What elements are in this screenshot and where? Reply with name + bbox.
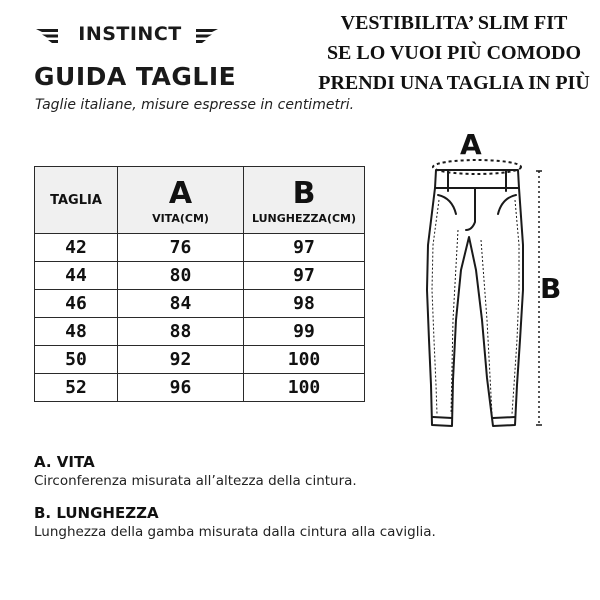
table-row — [35, 318, 365, 346]
cell-size: 46 — [35, 290, 118, 318]
table-row — [35, 374, 365, 402]
definition-length-title: B. LUNGHEZZA — [34, 504, 159, 522]
cell-length: 99 — [244, 318, 365, 346]
fit-note-line: SE LO VUOI PIÙ COMODO — [326, 42, 582, 64]
cell-length: 97 — [244, 262, 365, 290]
header-waist-letter: A — [168, 176, 193, 211]
cell-waist: 76 — [118, 234, 244, 262]
cell-size: 44 — [35, 262, 118, 290]
header-length-letter: B — [292, 176, 316, 211]
cell-waist: 84 — [118, 290, 244, 318]
dimension-b-label: B — [540, 272, 562, 305]
header-waist — [118, 167, 244, 234]
table-row — [35, 234, 365, 262]
size-table — [34, 166, 365, 402]
table-row — [35, 290, 365, 318]
fit-note-line: PRENDI UNA TAGLIA IN PIÙ — [318, 72, 590, 94]
cell-waist: 88 — [118, 318, 244, 346]
cell-waist: 92 — [118, 346, 244, 374]
header-length-unit: LUNGHEZZA(CM) — [251, 212, 357, 225]
definition-waist-title: A. VITA — [34, 453, 95, 471]
page-subtitle: Taglie italiane, misure espresse in centimetri. — [35, 97, 355, 113]
cell-length: 100 — [244, 346, 365, 374]
table-row — [35, 262, 365, 290]
cell-size: 50 — [35, 346, 118, 374]
cell-length: 97 — [244, 234, 365, 262]
fit-note — [318, 8, 590, 98]
cell-size: 52 — [35, 374, 118, 402]
cell-size: 48 — [35, 318, 118, 346]
brand-logo — [32, 22, 222, 50]
cell-waist: 96 — [118, 374, 244, 402]
definition-waist-text: Circonferenza misurata all’altezza della cintura. — [34, 473, 357, 489]
header-size — [35, 167, 118, 234]
cell-waist: 80 — [118, 262, 244, 290]
header-waist-unit: VITA(CM) — [152, 212, 209, 225]
table-header-row — [35, 167, 365, 234]
table-row — [35, 346, 365, 374]
definition-length-text: Lunghezza della gamba misurata dalla cintura alla caviglia. — [34, 524, 436, 540]
cell-size: 42 — [35, 234, 118, 262]
brand-name: INSTINCT — [78, 23, 182, 45]
header-size-label: TAGLIA — [50, 193, 102, 208]
page-title: GUIDA TAGLIE — [34, 62, 237, 91]
cell-length: 100 — [244, 374, 365, 402]
cell-length: 98 — [244, 290, 365, 318]
fit-note-line: VESTIBILITA’ SLIM FIT — [340, 12, 568, 34]
header-length — [244, 167, 365, 234]
dimension-a-label: A — [460, 128, 482, 161]
